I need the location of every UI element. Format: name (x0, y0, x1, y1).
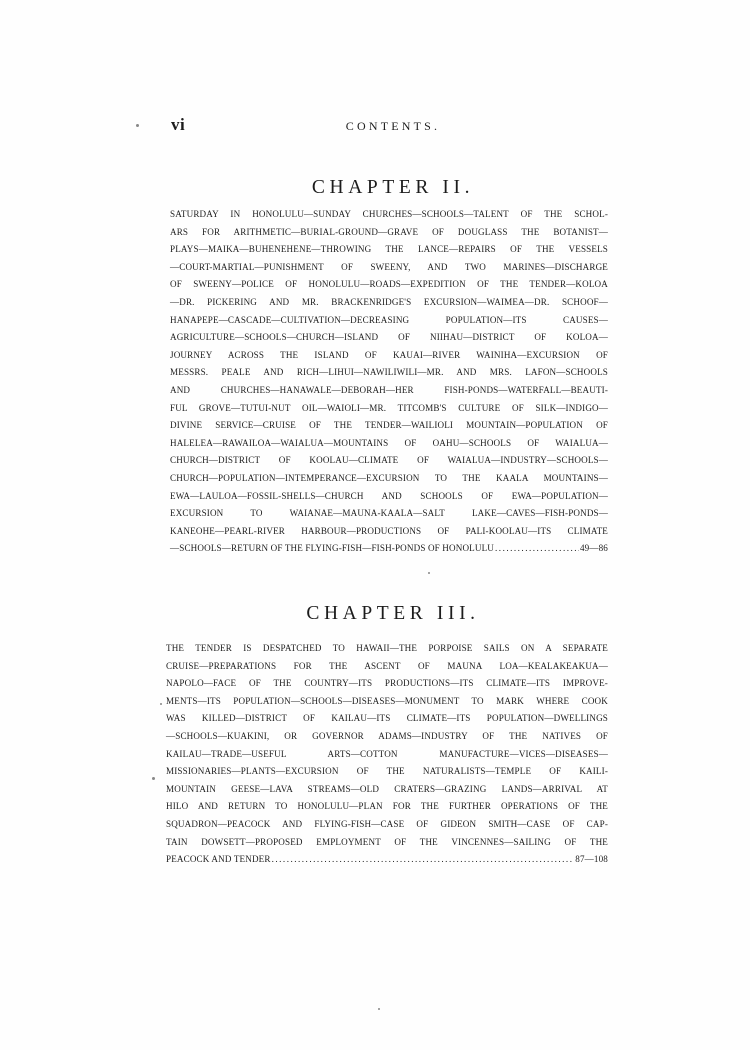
summary-line: HANAPEPE—CASCADE—CULTIVATION—DECREASING POPULATION—ITS CAUSES— (170, 314, 608, 325)
summary-line: SATURDAY IN HONOLULU—SUNDAY CHURCHES—SCHOOLS—TALENT OF THE SCHOL- (170, 209, 608, 219)
chapter-summary (166, 640, 608, 869)
summary-line: MESSRS. PEALE AND RICH—LIHUI—NAWILIWILI—MR. AND MRS. LAFON—SCHOOLS (170, 367, 608, 378)
summary-line: THE TENDER IS DESPATCHED TO HAWAII—THE PORPOISE SAILS ON A SEPARATE (166, 643, 608, 653)
summary-last-line (170, 540, 608, 558)
summary-line: TAIN DOWSETT—PROPOSED EMPLOYMENT OF THE VINCENNES—SAILING OF THE (166, 836, 608, 847)
summary-line: CHURCH—POPULATION—INTEMPERANCE—EXCURSION TO THE KAALA MOUNTAINS— (170, 472, 608, 483)
summary-line: DIVINE SERVICE—CRUISE OF THE TENDER—WAILIOLI MOUNTAIN—POPULATION OF (170, 420, 608, 431)
chapter-heading: CHAPTER II. (311, 177, 475, 198)
summary-last-line (166, 851, 608, 869)
summary-line: JOURNEY ACROSS THE ISLAND OF KAUAI—RIVER WAINIHA—EXCURSION OF (170, 349, 608, 360)
scan-speck (428, 572, 430, 574)
page-range: 49—86 (579, 543, 608, 554)
summary-line: SQUADRON—PEACOCK AND FLYING-FISH—CASE OF GIDEON SMITH—CASE OF CAP- (166, 818, 608, 829)
summary-line: PLAYS—MAIKA—BUHENEHENE—THROWING THE LANCE—REPAIRS OF THE VESSELS (170, 244, 608, 255)
summary-line: —SCHOOLS—RETURN OF THE FLYING-FISH—FISH-PONDS OF HONOLULU (170, 543, 495, 554)
dot-leaders (272, 851, 575, 869)
summary-line: WAS KILLED—DISTRICT OF KAILAU—ITS CLIMATE—ITS POPULATION—DWELLINGS (166, 713, 608, 724)
summary-line: MENTS—ITS POPULATION—SCHOOLS—DISEASES—MONUMENT TO MARK WHERE COOK (166, 695, 608, 706)
summary-line: CRUISE—PREPARATIONS FOR THE ASCENT OF MAUNA LOA—KEALAKEAKUA— (166, 660, 608, 671)
summary-line: KANEOHE—PEARL-RIVER HARBOUR—PRODUCTIONS OF PALI-KOOLAU—ITS CLIMATE (170, 525, 608, 536)
running-head: CONTENTS. (345, 119, 441, 133)
chapter-heading: CHAPTER III. (306, 603, 480, 624)
dot-leaders (495, 540, 579, 558)
summary-line: AGRICULTURE—SCHOOLS—CHURCH—ISLAND OF NIIHAU—DISTRICT OF KOLOA— (170, 332, 608, 343)
summary-line: ARS FOR ARITHMETIC—BURIAL-GROUND—GRAVE OF DOUGLASS THE BOTANIST— (170, 226, 608, 237)
summary-line: MISSIONARIES—PLANTS—EXCURSION OF THE NATURALISTS—TEMPLE OF KAILI- (166, 766, 608, 777)
summary-line: PEACOCK AND TENDER (166, 854, 271, 865)
summary-line: CHURCH—DISTRICT OF KOOLAU—CLIMATE OF WAIALUA—INDUSTRY—SCHOOLS— (170, 455, 608, 466)
scan-speck (136, 124, 139, 127)
summary-line: NAPOLO—FACE OF THE COUNTRY—ITS PRODUCTIONS—ITS CLIMATE—ITS IMPROVE- (166, 678, 608, 689)
page-range: 87—108 (575, 854, 608, 865)
summary-line: —DR. PICKERING AND MR. BRACKENRIDGE'S EXCURSION—WAIMEA—DR. SCHOOF— (170, 296, 608, 307)
summary-line: FUL GROVE—TUTUI-NUT OIL—WAIOLI—MR. TITCOMB'S CULTURE OF SILK—INDIGO— (170, 402, 608, 413)
summary-line: OF SWEENY—POLICE OF HONOLULU—ROADS—EXPEDITION OF THE TENDER—KOLOA (170, 279, 608, 290)
summary-line: MOUNTAIN GEESE—LAVA STREAMS—OLD CRATERS—GRAZING LANDS—ARRIVAL AT (166, 783, 608, 794)
chapter-summary (170, 206, 608, 558)
summary-line: HILO AND RETURN TO HONOLULU—PLAN FOR THE FURTHER OPERATIONS OF THE (166, 801, 608, 812)
summary-line: EXCURSION TO WAIANAE—MAUNA-KAALA—SALT LAKE—CAVES—FISH-PONDS— (170, 508, 608, 519)
scan-speck (152, 777, 155, 780)
summary-line: HALELEA—RAWAILOA—WAIALUA—MOUNTAINS OF OAHU—SCHOOLS OF WAIALUA— (170, 437, 608, 448)
summary-line: AND CHURCHES—HANAWALE—DEBORAH—HER FISH-PONDS—WATERFALL—BEAUTI- (170, 384, 608, 395)
scan-speck (378, 1008, 380, 1010)
page-number: vi (171, 115, 186, 134)
summary-line: KAILAU—TRADE—USEFUL ARTS—COTTON MANUFACTURE—VICES—DISEASES— (166, 748, 608, 759)
summary-line: EWA—LAULOA—FOSSIL-SHELLS—CHURCH AND SCHOOLS OF EWA—POPULATION— (170, 490, 608, 501)
scan-speck (160, 703, 162, 705)
summary-line: —SCHOOLS—KUAKINI, OR GOVERNOR ADAMS—INDUSTRY OF THE NATIVES OF (166, 730, 608, 741)
summary-line: —COURT-MARTIAL—PUNISHMENT OF SWEENY, AND TWO MARINES—DISCHARGE (170, 261, 608, 272)
